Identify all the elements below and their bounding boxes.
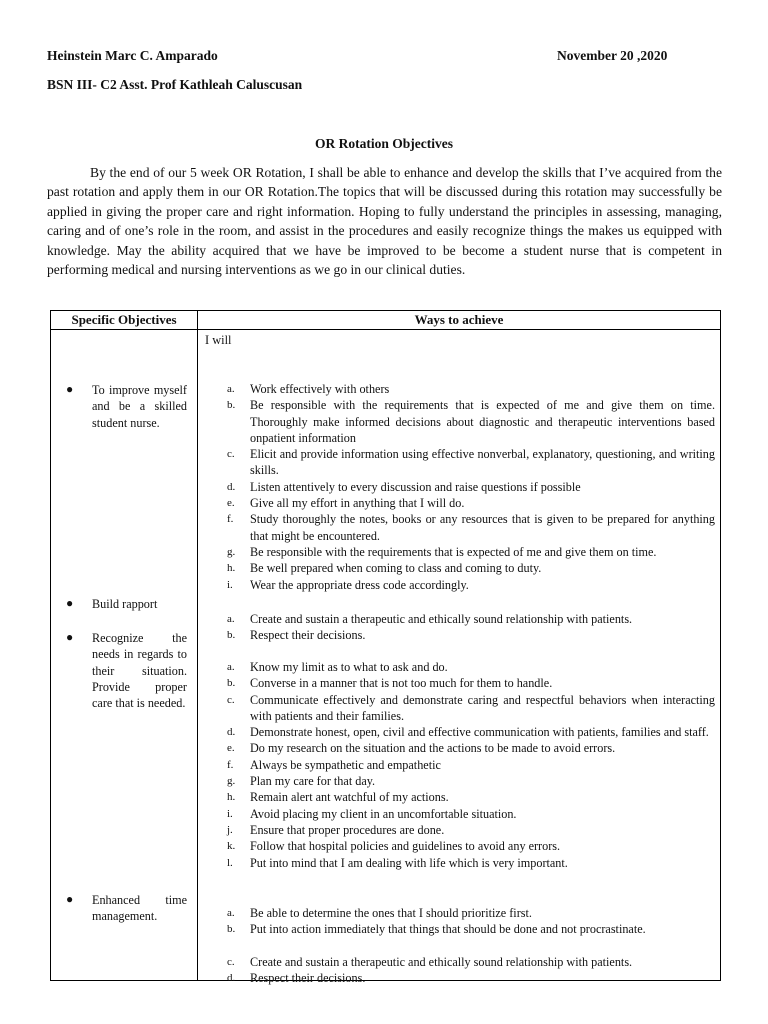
list-item: c. Create and sustain a therapeutic and ethically sound relationship with patients. — [227, 955, 633, 969]
list-item: f. Study thoroughly the notes, books or any resources that is given to be prepared for anything that might be encountered. — [227, 512, 715, 543]
list-item: d. Respect their decisions. — [227, 971, 366, 986]
ways-list-2 — [198, 611, 715, 644]
list-item: b. Be responsible with the requirements that is expected of me and give them on time. Thoroughly make informed decisions about diagnostic and therapeutic interventions based onpatient information — [227, 398, 715, 445]
list-item: a. Know my limit as to what to ask and do. — [227, 660, 448, 674]
list-item: e. Do my research on the situation and the actions to be made to avoid errors. — [227, 741, 616, 756]
list-item: c. Elicit and provide information using effective nonverbal, explanatory, questioning, and writing skills. — [227, 447, 715, 478]
objective-text: Enhanced time management. — [92, 893, 187, 924]
i-will-label: I will — [205, 333, 232, 347]
objectives-cell — [51, 330, 198, 981]
list-item: b. Converse in a manner that is not too much for them to handle. — [227, 676, 553, 691]
bullet-icon: ● — [66, 630, 74, 644]
list-item: e. Give all my effort in anything that I will do. — [227, 496, 465, 511]
list-item: f. Always be sympathetic and empathetic — [227, 757, 441, 772]
header-specific-objectives: Specific Objectives — [51, 311, 198, 330]
list-item: i. Wear the appropriate dress code accordingly. — [227, 577, 469, 592]
list-item: a. Work effectively with others — [227, 382, 390, 396]
ways-cell — [198, 330, 721, 986]
list-item: h. Remain alert ant watchful of my actions. — [227, 790, 449, 805]
list-item: g. Be responsible with the requirements that is expected of me and give them on time. — [227, 544, 657, 559]
bullet-icon: ● — [66, 596, 74, 610]
list-item: i. Avoid placing my client in an uncomfortable situation. — [227, 806, 517, 821]
header-ways-to-achieve: Ways to achieve — [198, 311, 721, 330]
ways-list-3 — [198, 659, 715, 871]
list-item: d. Demonstrate honest, open, civil and effective communication with patients, families and staff. — [227, 725, 709, 740]
list-item: b. Put into action immediately that things that should be done and not procrastinate. — [227, 922, 646, 937]
intro-paragraph: By the end of our 5 week OR Rotation, I shall be able to enhance and develop the skills that I’ve acquired from the past rotation and apply them in our OR Rotation.The topics that will be discussed during this rotation may successfully be applied in giving the proper care and right information. Hoping to fully understand the principles in assessing, managing, caring and of one’s role in the room, and assist in the procedures and easily recognize things the makes us equipped with knowledge. May the ability acquired that we have be improved to be become a student nurse that is competent in performing medical and nursing interventions as we go in our clinical duties. — [47, 165, 722, 278]
list-item: j. Ensure that proper procedures are done. — [227, 822, 445, 837]
ways-list-5 — [198, 954, 715, 987]
ways-list-1 — [198, 381, 715, 593]
document-title: OR Rotation Objectives — [315, 136, 453, 151]
objectives-table — [50, 310, 721, 986]
list-item: b. Respect their decisions. — [227, 628, 366, 643]
bullet-icon: ● — [66, 892, 74, 906]
list-item: a. Create and sustain a therapeutic and ethically sound relationship with patients. — [227, 612, 633, 626]
objective-text: To improve myself and be a skilled student nurse. — [92, 383, 187, 430]
list-item: a. Be able to determine the ones that I should prioritize first. — [227, 906, 532, 920]
list-item: g. Plan my care for that day. — [227, 774, 376, 789]
table-header-row — [51, 311, 721, 330]
ways-list-4 — [198, 905, 715, 938]
list-item: c. Communicate effectively and demonstrate caring and respectful behaviors when interacting with patients and their families. — [227, 692, 715, 723]
list-item: l. Put into mind that I am dealing with life which is very important. — [227, 855, 568, 870]
list-item: d. Listen attentively to every discussion and raise questions if possible — [227, 479, 581, 494]
list-item: k. Follow that hospital policies and guidelines to avoid any errors. — [227, 839, 561, 854]
author-name: Heinstein Marc C. Amparado — [47, 48, 218, 63]
objective-text: Recognize the needs in regards to their situation. Provide proper care that is needed. — [92, 631, 187, 711]
objective-text: Build rapport — [92, 597, 158, 611]
list-item: h. Be well prepared when coming to class and coming to duty. — [227, 561, 542, 576]
bullet-icon: ● — [66, 382, 74, 396]
course-info: BSN III- C2 Asst. Prof Kathleah Caluscusan — [47, 77, 303, 92]
document-date: November 20 ,2020 — [557, 48, 668, 63]
table-body-row — [51, 330, 721, 981]
